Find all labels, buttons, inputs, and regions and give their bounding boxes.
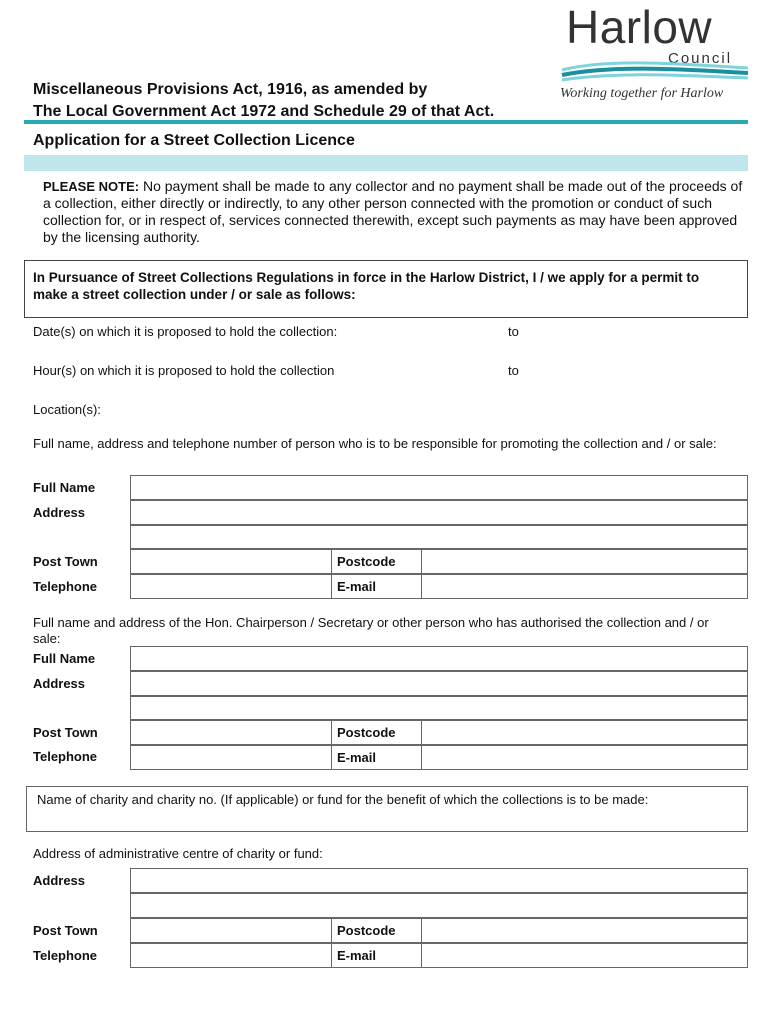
logo-tagline: Working together for Harlow: [560, 86, 724, 101]
admin-post-town-input[interactable]: [130, 918, 332, 943]
authoriser-email-label: E-mail: [331, 745, 422, 770]
logo-waves-icon: [560, 60, 750, 86]
dates-label: Date(s) on which it is proposed to hold the collection:: [33, 324, 338, 339]
authoriser-post-town-label: Post Town: [33, 725, 98, 740]
location-label: Location(s):: [33, 402, 101, 417]
act-line-1: Miscellaneous Provisions Act, 1916, as amended by: [33, 81, 428, 98]
authoriser-telephone-input[interactable]: [130, 745, 332, 770]
authoriser-full-name-input[interactable]: [130, 646, 748, 671]
admin-postcode-input[interactable]: [421, 918, 748, 943]
admin-address-label: Address: [33, 873, 86, 888]
hours-to: to: [508, 363, 519, 378]
authoriser-address-input-2[interactable]: [130, 696, 748, 720]
admin-address-input-2[interactable]: [130, 893, 748, 918]
dates-to: to: [508, 324, 519, 339]
promoter-post-town-input[interactable]: [130, 549, 332, 574]
header-rule: [24, 120, 748, 124]
authoriser-address-label: Address: [33, 676, 86, 691]
act-line-2: The Local Government Act 1972 and Schedule 29 of that Act.: [33, 103, 495, 120]
note-label: PLEASE NOTE:: [43, 179, 140, 194]
promoter-address-input-1[interactable]: [130, 500, 748, 525]
admin-email-input[interactable]: [421, 943, 748, 968]
promoter-email-label: E-mail: [331, 574, 422, 599]
authoriser-postcode-label: Postcode: [331, 720, 422, 745]
promoter-address-label: Address: [33, 505, 86, 520]
authoriser-full-name-label: Full Name: [33, 651, 96, 666]
admin-postcode-label: Postcode: [331, 918, 422, 943]
admin-email-label: E-mail: [331, 943, 422, 968]
authoriser-postcode-input[interactable]: [421, 720, 748, 745]
admin-address-input-1[interactable]: [130, 868, 748, 893]
promoter-email-input[interactable]: [421, 574, 748, 599]
promoter-postcode-label: Postcode: [331, 549, 422, 574]
authoriser-email-input[interactable]: [421, 745, 748, 770]
promoter-telephone-input[interactable]: [130, 574, 332, 599]
admin-telephone-input[interactable]: [130, 943, 332, 968]
promoter-intro: Full name, address and telephone number of person who is to be responsible for promoting the collection and / or sale:: [33, 436, 717, 451]
promoter-address-input-2[interactable]: [130, 525, 748, 549]
logo-name: Harlow: [566, 1, 713, 53]
note-text: No payment shall be made to any collector and no payment shall be made out of the proceeds of a collection, either directly or indirectly, to any other person connected with the promotion or conduct of such collection for, or in respect of, services connected therewith, except such payments as may have been approved by the licensing authority.: [43, 178, 743, 245]
authoriser-telephone-label: Telephone: [33, 749, 98, 764]
promoter-postcode-input[interactable]: [421, 549, 748, 574]
promoter-post-town-label: Post Town: [33, 554, 98, 569]
title-band: [24, 155, 748, 171]
promoter-full-name-label: Full Name: [33, 480, 96, 495]
hours-label: Hour(s) on which it is proposed to hold the collection: [33, 363, 335, 378]
logo-sub: Council: [668, 50, 733, 67]
authoriser-address-input-1[interactable]: [130, 671, 748, 696]
admin-telephone-label: Telephone: [33, 948, 98, 963]
authoriser-post-town-input[interactable]: [130, 720, 332, 745]
authoriser-intro: Full name and address of the Hon. Chairperson / Secretary or other person who has authorised the collection and / or sale:: [33, 615, 709, 646]
admin-intro: Address of administrative centre of charity or fund:: [33, 846, 323, 861]
act-heading: [33, 79, 494, 123]
admin-post-town-label: Post Town: [33, 923, 98, 938]
page-title: Application for a Street Collection Licence: [33, 132, 355, 149]
promoter-full-name-input[interactable]: [130, 475, 748, 500]
charity-label: Name of charity and charity no. (If applicable) or fund for the benefit of which the collections is to be made:: [37, 792, 649, 807]
charity-field[interactable]: [26, 786, 748, 832]
payment-note: [43, 178, 743, 246]
pursuance-statement: In Pursuance of Street Collections Regulations in force in the Harlow District, I / we apply for a permit to make a street collection under / or sale as follows:: [24, 260, 748, 318]
promoter-telephone-label: Telephone: [33, 579, 98, 594]
